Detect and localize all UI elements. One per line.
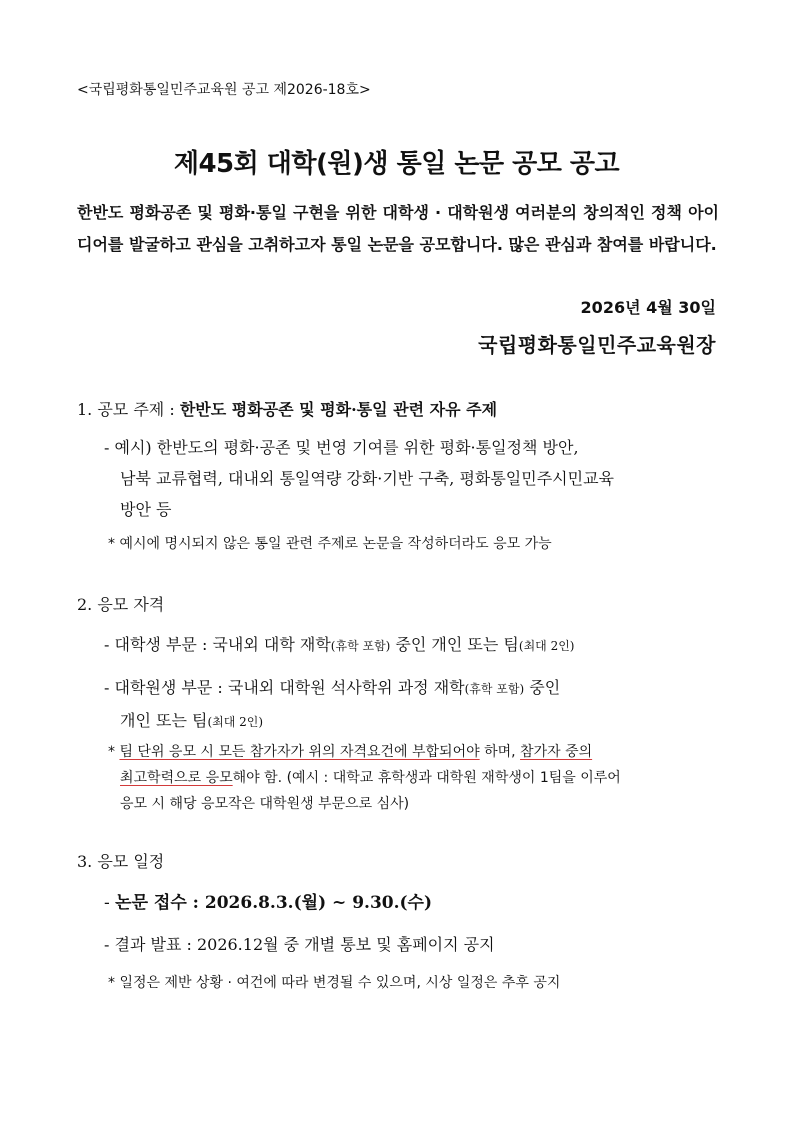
undergrad-eligibility — [104, 629, 719, 662]
example-line-3: 방안 등 — [120, 500, 172, 519]
note-underlined-2: 참가자 중의 — [520, 744, 593, 760]
section-1-label: 1. 공모 주제 : — [77, 400, 180, 419]
grad-text-suffix: 중인 — [524, 678, 561, 697]
submission-dates: 논문 접수 : 2026.8.3.(월) ~ 9.30.(수) — [115, 893, 433, 913]
note-text-1: 하며, — [479, 744, 521, 760]
section-1-example — [104, 432, 719, 525]
example-line-1: - 예시) 한반도의 평화·공존 및 번영 기여를 위한 평화·통일정책 방안, — [104, 438, 579, 457]
grad-leave-note: (휴학 포함) — [464, 682, 525, 696]
note-underlined-3: 최고학력으로 응모 — [120, 770, 233, 786]
undergrad-text: - 대학생 부문 : 국내외 대학 재학 — [104, 635, 331, 654]
intro-paragraph: 한반도 평화공존 및 평화·통일 구현을 위한 대학생 · 대학원생 여러분의 창의적인 정책 아이디어를 발굴하고 관심을 고취하고자 통일 논문을 공모합니다. 많은 관심과 참여를 바랍니다. — [77, 203, 719, 254]
note-line-3: 응모 시 해당 응모작은 대학원생 부문으로 심사) — [120, 796, 410, 812]
grad-text: - 대학원생 부문 : 국내외 대학원 석사학위 과정 재학 — [104, 678, 465, 697]
section-2-note — [108, 739, 720, 817]
example-line-2: 남북 교류협력, 대내외 통일역량 강화·기반 구축, 평화통일민주시민교육 — [120, 469, 614, 488]
notice-number: <국립평화통일민주교육원 공고 제2026-18호> — [77, 82, 371, 98]
result-announcement: - 결과 발표 : 2026.12월 중 개별 통보 및 홈페이지 공지 — [104, 935, 495, 954]
section-1-note: * 예시에 명시되지 않은 통일 관련 주제로 논문을 작성하더라도 응모 가능 — [108, 536, 552, 552]
section-1-heading — [77, 397, 497, 420]
announcement-date: 2026년 4월 30일 — [580, 298, 716, 317]
grad-eligibility — [104, 672, 719, 738]
organization-signature: 국립평화통일민주교육원장 — [478, 333, 716, 357]
submit-dash: - — [104, 893, 116, 913]
section-3-note: * 일정은 제반 상황 · 여건에 따라 변경될 수 있으며, 시상 일정은 추후 공지 — [108, 975, 561, 991]
grad-text-line-2: 개인 또는 팀 — [120, 711, 208, 730]
undergrad-max-note: (최대 2인) — [518, 639, 575, 653]
undergrad-text-mid: 중인 개인 또는 팀 — [390, 635, 519, 654]
section-2-heading: 2. 응모 자격 — [77, 595, 165, 614]
grad-max-note: (최대 2인) — [207, 715, 264, 729]
submission-period — [104, 888, 719, 919]
note-text-2: 해야 함. (예시 : 대학교 휴학생과 대학원 재학생이 1팀을 이루어 — [232, 770, 621, 786]
section-3-heading: 3. 응모 일정 — [77, 852, 165, 871]
undergrad-leave-note: (휴학 포함) — [330, 639, 391, 653]
section-1-topic: 한반도 평화공존 및 평화·통일 관련 자유 주제 — [179, 400, 498, 419]
page-title: 제45회 대학(원)생 통일 논문 공모 공고 — [173, 149, 620, 179]
note-star: * — [108, 744, 120, 760]
note-underlined-1: 팀 단위 응모 시 모든 참가자가 위의 자격요건에 부합되어야 — [119, 744, 480, 760]
